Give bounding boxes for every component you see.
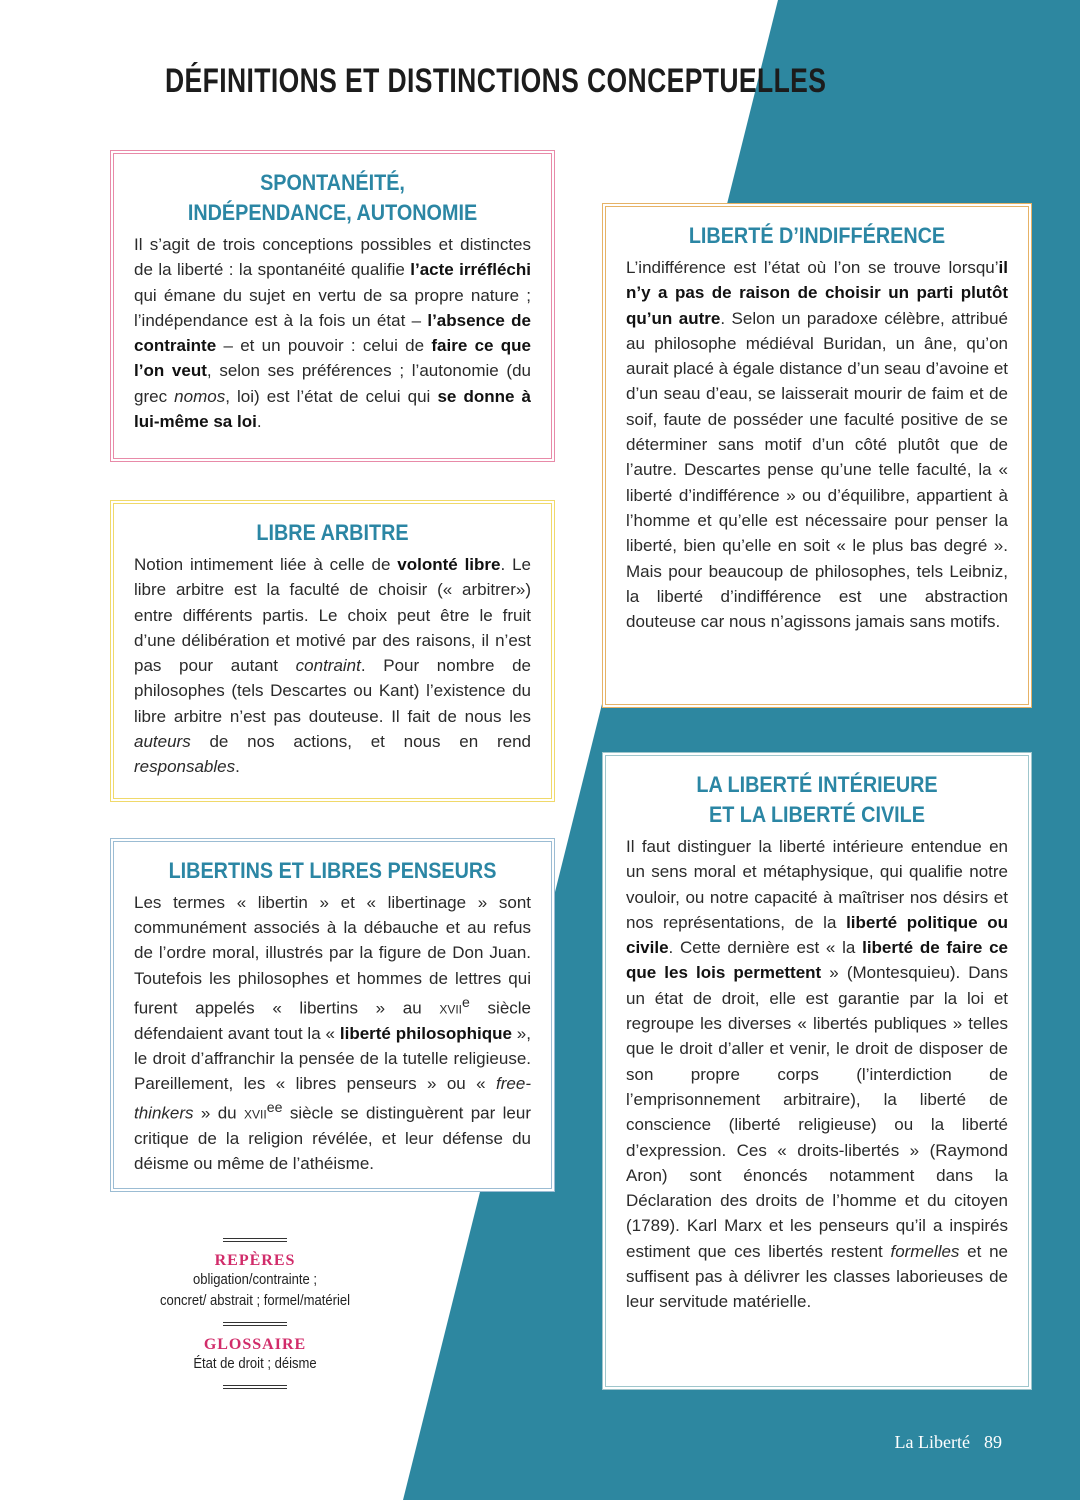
box-body: Les termes « libertin » et « libertinage » sont communément associés à la débauche et au refus de l’ordre moral, illustrés par la figure de Don Juan. Toutefois les philosophes et hommes de lettres qui furent appelés « libertins » au xvii$^e$ siècle défendaient avant tout la « liberté philosophique », le droit d’affranchir la pensée de la tutelle religieuse. Pareillement, les « libres penseurs » ou « free-thinkers » du xvii$^{ee}$ siècle se distinguèrent par leur critique de la religion révélée, et leur défense du déisme ou même de l’athéisme. <box>134 893 532 1174</box>
box-indifference <box>602 203 1032 708</box>
box-libre-arbitre <box>110 500 555 802</box>
box-title: LIBRE ARBITRE <box>256 520 409 545</box>
section-name: La Liberté <box>894 1432 970 1452</box>
reperes-section <box>140 1238 370 1389</box>
page-number: 89 <box>984 1432 1002 1452</box>
page-title: DÉFINITIONS ET DISTINCTIONS CONCEPTUELLES <box>165 62 827 100</box>
divider <box>223 1238 287 1242</box>
divider <box>223 1385 287 1389</box>
glossaire-heading: GLOSSAIRE <box>203 1336 307 1353</box>
box-title: SPONTANÉITÉ, INDÉPENDANCE, AUTONOMIE <box>187 170 478 225</box>
reperes-line: obligation/contrainte ; <box>192 1272 318 1288</box>
box-title: LIBERTÉ D’INDIFFÉRENCE <box>688 223 946 248</box>
box-body: Il s’agit de trois conceptions possibles et distinctes de la liberté : la spontanéité qualifie l’acte irréfléchi qui émane du sujet en vertu de sa propre nature ; l’indépendance est à la fois un état – l’absence de contrainte – et un pouvoir : celui de faire ce que l’on veut, selon ses préférences ; l’autonomie (du grec nomos, loi) est l’état de celui qui se donne à lui-même sa loi. <box>134 235 531 432</box>
reperes-heading: REPÈRES <box>214 1252 296 1269</box>
divider <box>223 1322 287 1326</box>
page-footer <box>895 1432 1002 1453</box>
reperes-line: concret/ abstrait ; formel/matériel <box>159 1293 351 1309</box>
box-body: Il faut distinguer la liberté intérieure entendue en un sens moral et métaphysique, qui qualifie notre vouloir, ou notre capacité à maîtriser nos désirs et nos représentations, de la liberté politique ou civile. Cette dernière est « la liberté de faire ce que les lois permettent » (Montesquieu). Dans un état de droit, elle est garantie par la loi et regroupe les diverses « libertés publiques » telles que le droit d’aller et venir, le droit de disposer de son propre corps (l’interdiction de l’emprisonnement arbitraire), la liberté de conscience (liberté religieuse) ou la liberté d’expression. Ces « droits-libertés » (Raymond Aron) sont énoncés notamment dans la Déclaration des droits de l’homme et du citoyen (1789). Karl Marx et les penseurs qu’il a inspirés estiment que ces libertés restent formelles et ne suffisent pas à délivrer les classes laborieuses de leur servitude matérielle. <box>626 837 1008 1312</box>
box-spontaneite <box>110 150 555 462</box>
box-title: LA LIBERTÉ INTÉRIEURE ET LA LIBERTÉ CIVILE <box>696 772 938 827</box>
box-liberte-interieure <box>602 752 1032 1390</box>
box-title: LIBERTINS ET LIBRES PENSEURS <box>168 858 497 883</box>
glossaire-line: État de droit ; déisme <box>193 1356 317 1372</box>
box-body: Notion intimement liée à celle de volonté libre. Le libre arbitre est la faculté de choisir (« arbitrer») entre différents partis. Le choix peut être le fruit d’une délibération et motivé par des raisons, il n’est pas pour autant contraint. Pour nombre de philosophes (tels Descartes ou Kant) l’existence du libre arbitre n’est pas douteuse. Il fait de nous les auteurs de nos actions, et nous en rend responsables. <box>134 555 531 777</box>
box-body: L’indifférence est l’état où l’on se trouve lorsqu’il n’y a pas de raison de choisir un parti plutôt qu’un autre. Selon un paradoxe célèbre, attribué au philosophe médiéval Buridan, un âne, qu’on aurait placé à égale distance d’un seau d’avoine et d’un seau d’eau, se laisserait mourir de faim et de soif, faute de posséder une faculté positive de se déterminer sans motif d’un côté plutôt que de l’autre. Descartes pense qu’une telle faculté, la « liberté d’indifférence » ou d’équilibre, appartient à l’homme et qu’elle est nécessaire pour penser la liberté, bien qu’elle en soit « le plus bas degré ». Mais pour beaucoup de philosophes, tels Leibniz, la liberté d’indifférence est une abstraction douteuse car nous n’agissons jamais sans motifs. <box>626 258 1008 632</box>
box-libertins <box>110 838 555 1192</box>
